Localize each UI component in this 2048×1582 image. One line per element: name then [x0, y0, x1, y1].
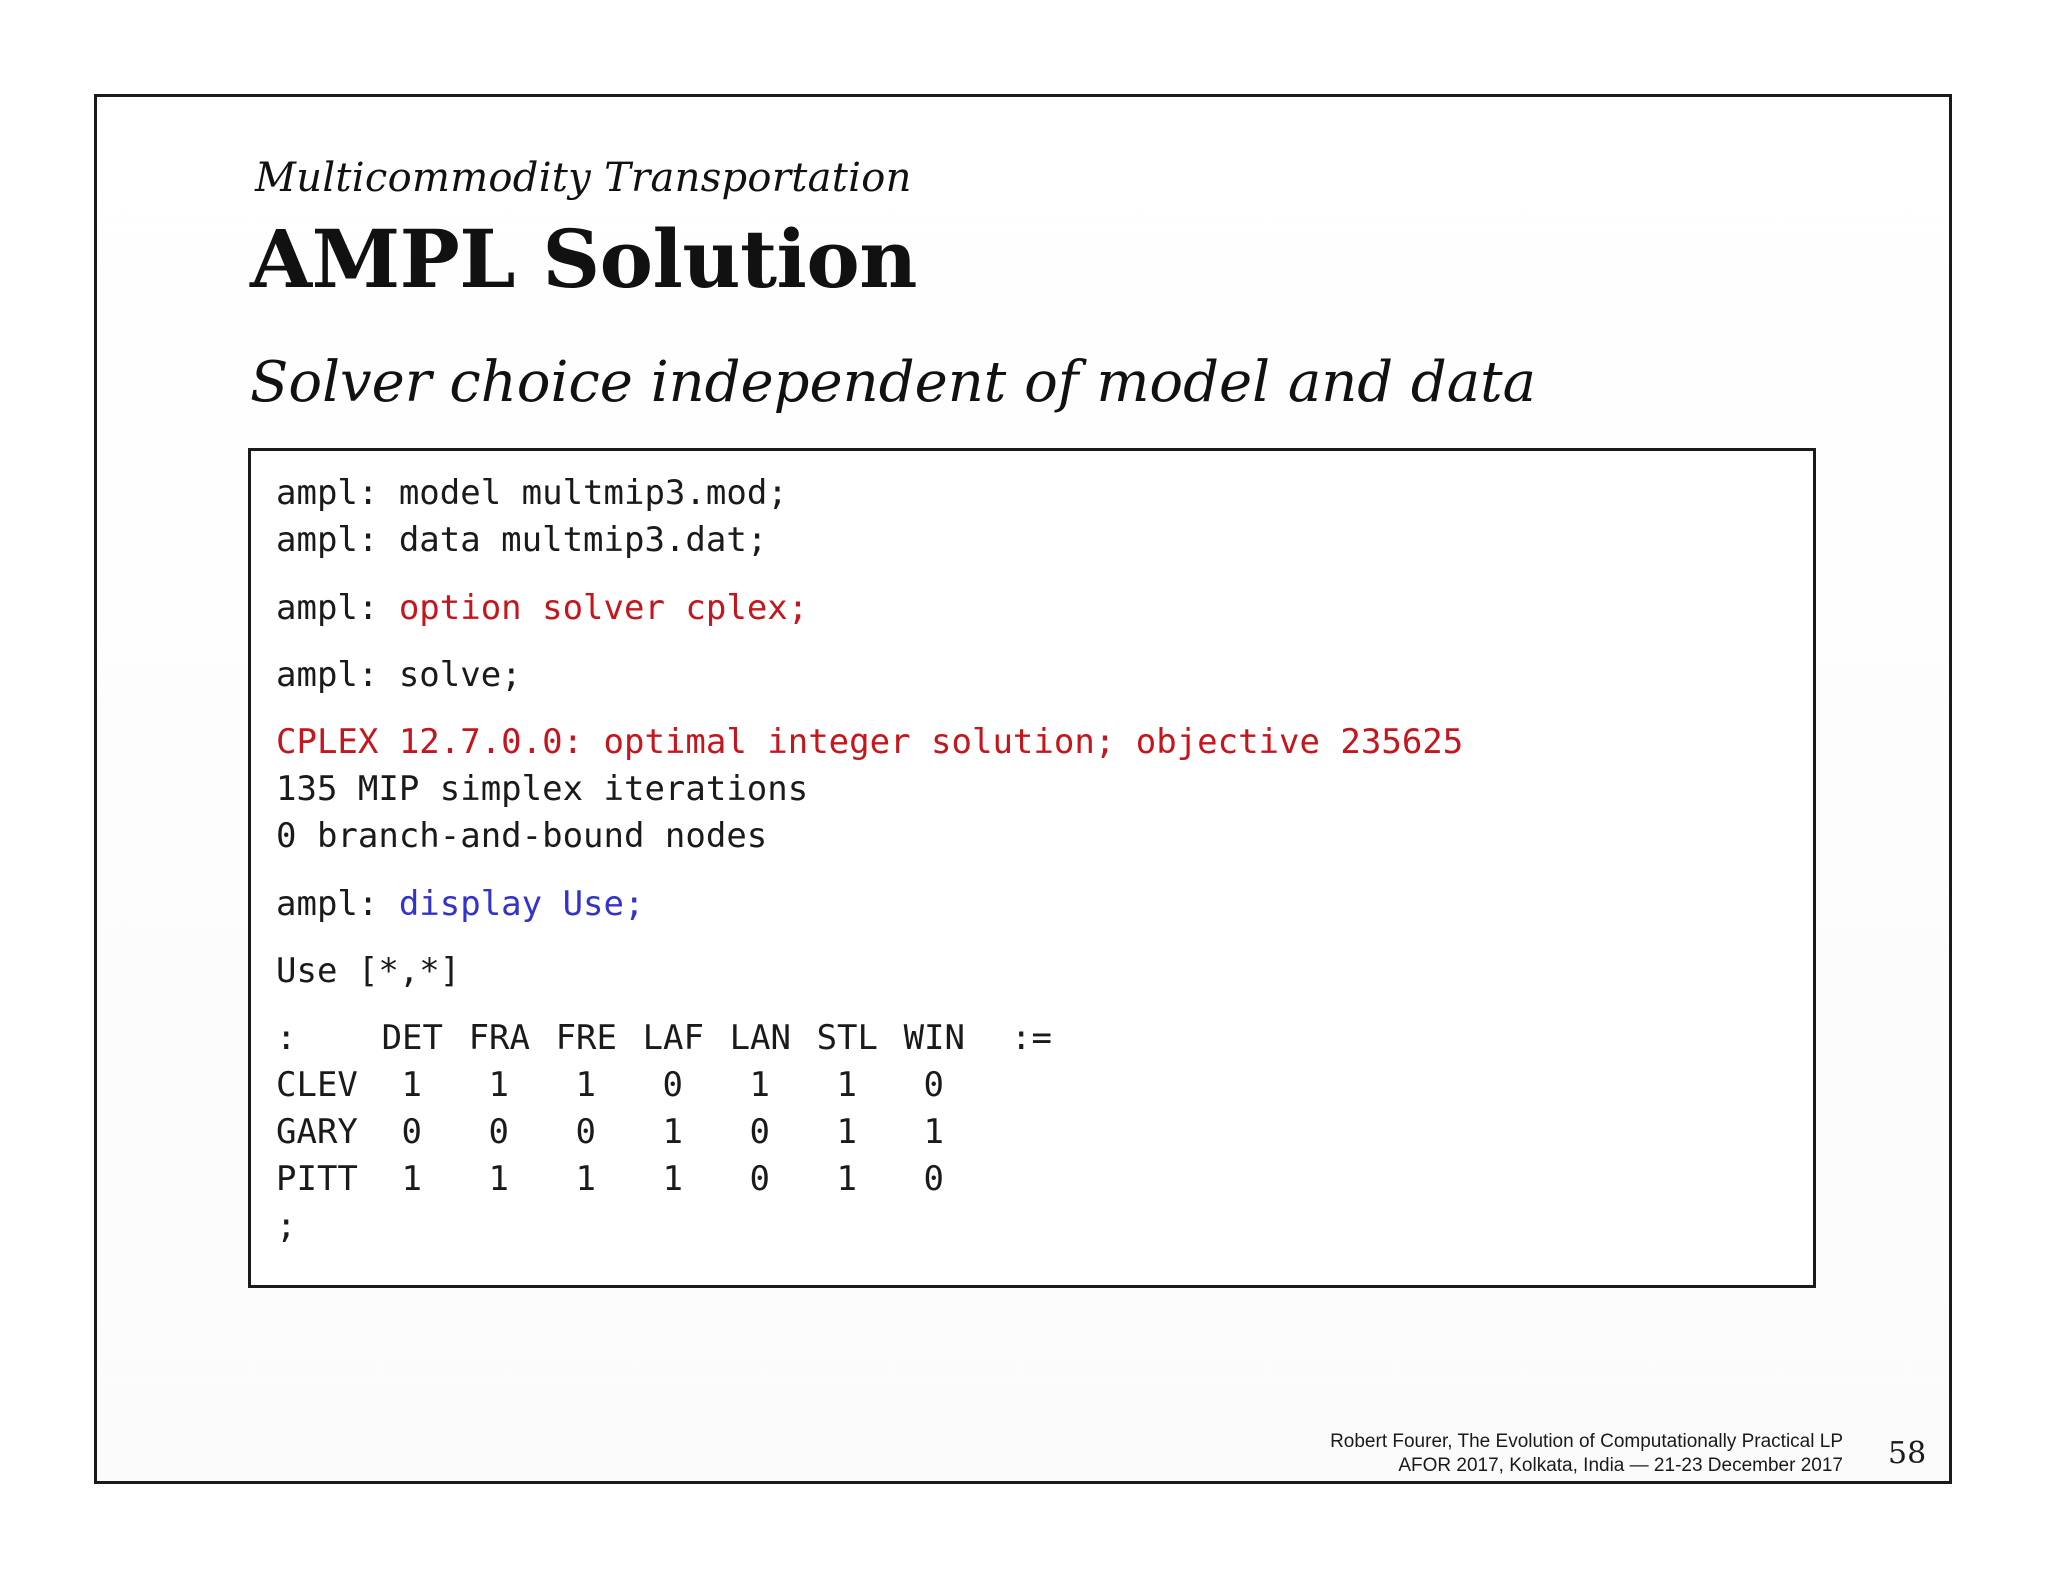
table-name: Use [*,*] [276, 951, 461, 991]
table-cell: 1 [836, 1112, 857, 1152]
table-cell: 1 [923, 1112, 944, 1152]
table-cell: 1 [401, 1159, 422, 1199]
col-header: FRE [555, 1018, 617, 1058]
table-terminator: ; [276, 1206, 297, 1246]
solver-iterations: 135 MIP simplex iterations [276, 769, 809, 809]
section-title: Multicommodity Transportation [255, 155, 912, 201]
table-cell: 1 [836, 1159, 857, 1199]
col-header: WIN [903, 1018, 965, 1058]
model-command: model multmip3.mod; [398, 473, 788, 513]
prompt: ampl: [276, 520, 399, 560]
solve-command: solve; [398, 655, 522, 695]
table-cell: 1 [488, 1159, 509, 1199]
row-label: PITT [276, 1159, 358, 1199]
table-cell: 0 [749, 1159, 770, 1199]
option-command: option solver cplex; [398, 588, 809, 628]
table-cell: 1 [575, 1159, 596, 1199]
table-cell: 1 [401, 1065, 422, 1105]
table-cell: 0 [488, 1112, 509, 1152]
solver-nodes: 0 branch-and-bound nodes [276, 816, 768, 856]
table-cell: 1 [488, 1065, 509, 1105]
prompt: ampl: [276, 655, 399, 695]
subtitle: Solver choice independent of model and data [250, 350, 1537, 415]
table-cell: 0 [575, 1112, 596, 1152]
console-block-option [276, 585, 808, 632]
footer-credit [1330, 1430, 1843, 1478]
solver-output [276, 719, 1463, 860]
solver-status: CPLEX 12.7.0.0: optimal integer solution; objective 235625 [276, 722, 1464, 762]
table-cell: 0 [923, 1159, 944, 1199]
col-header: STL [816, 1018, 878, 1058]
table-cell: 0 [749, 1112, 770, 1152]
table-cell: 1 [662, 1159, 683, 1199]
col-header: LAN [729, 1018, 791, 1058]
display-command: display Use; [398, 884, 645, 924]
console-block-load [276, 470, 788, 564]
console-block-display [276, 881, 644, 928]
table-cell: 1 [662, 1112, 683, 1152]
col-header: FRA [468, 1018, 530, 1058]
footer-line-author: Robert Fourer, The Evolution of Computationally Practical LP [1330, 1431, 1843, 1452]
footer-line-event: AFOR 2017, Kolkata, India — 21-23 December 2017 [1398, 1455, 1843, 1476]
table-cell: 1 [575, 1065, 596, 1105]
console-block-solve [276, 652, 522, 699]
table-cell: 1 [749, 1065, 770, 1105]
row-label: GARY [276, 1112, 358, 1152]
row-label: CLEV [276, 1065, 358, 1105]
table-corner: : [276, 1018, 297, 1058]
prompt: ampl: [276, 588, 399, 628]
use-table [276, 1015, 1052, 1250]
page-number: 58 [1888, 1436, 1927, 1471]
assign-symbol: := [1011, 1018, 1052, 1058]
prompt: ampl: [276, 473, 399, 513]
table-cell: 0 [662, 1065, 683, 1105]
col-header: DET [381, 1018, 443, 1058]
prompt: ampl: [276, 884, 399, 924]
table-cell: 0 [923, 1065, 944, 1105]
table-cell: 0 [401, 1112, 422, 1152]
table-cell: 1 [836, 1065, 857, 1105]
col-header: LAF [642, 1018, 704, 1058]
page-title: AMPL Solution [250, 212, 917, 306]
data-command: data multmip3.dat; [398, 520, 768, 560]
